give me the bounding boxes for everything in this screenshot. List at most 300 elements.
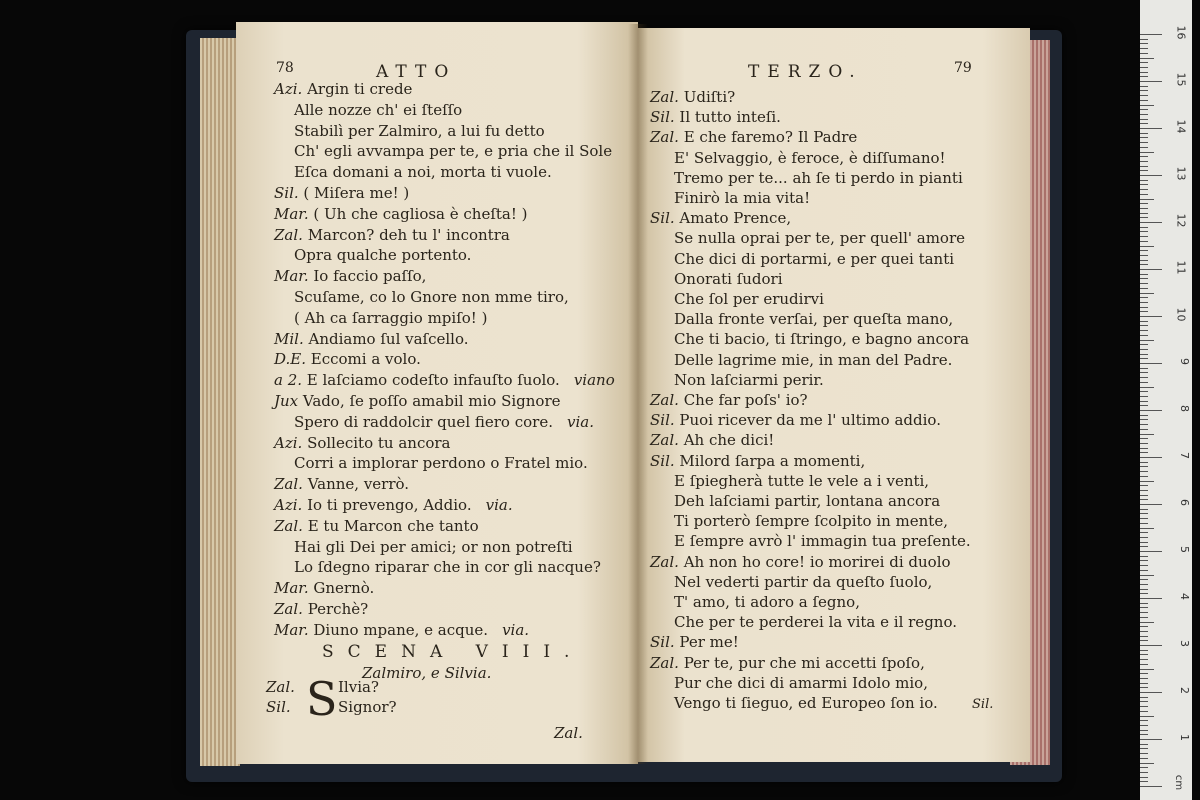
- ruler-tick: [1140, 184, 1148, 185]
- ruler-tick: [1140, 368, 1148, 369]
- ruler-tick: [1140, 311, 1148, 312]
- ruler-tick: [1140, 227, 1148, 228]
- text-line: [674, 492, 940, 510]
- text-line: [674, 290, 824, 308]
- text-line: [274, 226, 510, 244]
- ruler-label: 16: [1174, 25, 1188, 40]
- text-line: [274, 621, 529, 639]
- verse-text: Argin ti crede: [307, 80, 413, 98]
- speaker-label: Sil.: [650, 108, 680, 127]
- ruler-tick: [1140, 631, 1148, 632]
- ruler-tick: [1140, 194, 1148, 195]
- ruler-tick: [1140, 513, 1148, 514]
- ruler-tick: [1140, 203, 1148, 204]
- ruler-tick: [1140, 170, 1148, 171]
- ruler-tick: [1140, 344, 1148, 345]
- running-head: TERZO.: [748, 62, 863, 82]
- text-line: [294, 413, 594, 431]
- text-line: [294, 538, 573, 556]
- ruler-tick: [1140, 664, 1148, 665]
- ruler-unit: cm: [1172, 774, 1184, 791]
- text-line: [294, 309, 487, 327]
- verse-text: Che ſol per erudirvi: [674, 290, 824, 308]
- text-line: [674, 250, 954, 268]
- ruler-label: 3: [1178, 640, 1191, 647]
- ruler-tick: [1140, 72, 1148, 73]
- text-line: [674, 270, 783, 288]
- ruler-tick: [1140, 607, 1148, 608]
- text-line: [674, 229, 965, 247]
- ruler-tick: [1140, 391, 1148, 392]
- verse-text: Eſca domani a noi, morta ti vuole.: [294, 163, 552, 182]
- ruler-tick: [1140, 401, 1148, 402]
- ruler-tick: [1140, 659, 1148, 660]
- ruler-tick: [1140, 90, 1148, 91]
- text-line: [274, 600, 368, 618]
- ruler-tick: [1140, 626, 1148, 627]
- ruler-tick: [1140, 645, 1162, 646]
- ruler-label: 10: [1174, 307, 1188, 322]
- ruler-tick: [1140, 199, 1154, 200]
- ruler-tick: [1140, 133, 1148, 134]
- ruler-tick: [1140, 457, 1162, 458]
- ruler-tick: [1140, 419, 1148, 420]
- verse-text: Ch' egli avvampa per te, e pria che il Sole: [294, 142, 613, 161]
- ruler-tick: [1140, 542, 1148, 543]
- speaker-label: Zal.: [650, 128, 684, 147]
- catchword: Zal.: [554, 724, 583, 742]
- gutter-shadow: [628, 24, 648, 764]
- text-line: [294, 454, 588, 472]
- verse-text: Spero di raddolcir quel fiero core.: [294, 412, 553, 431]
- text-line: [650, 431, 774, 449]
- ruler-label: 4: [1178, 593, 1191, 600]
- ruler-tick: [1140, 307, 1148, 308]
- ruler-tick: [1140, 509, 1148, 510]
- speaker-label: Mar.: [274, 267, 314, 286]
- text-line: [674, 674, 928, 692]
- stage-direction: via.: [566, 412, 594, 431]
- ruler-tick: [1140, 532, 1148, 533]
- text-line: [674, 613, 957, 631]
- text-line: [294, 288, 569, 306]
- verse-text: Io faccio paſſo,: [313, 267, 427, 286]
- speaker-label: Mil.: [274, 329, 309, 348]
- ruler-label: 13: [1174, 166, 1188, 181]
- text-line: [274, 350, 421, 368]
- speaker-label: Mar.: [274, 579, 314, 598]
- verse-text: Eccomi a volo.: [310, 350, 421, 369]
- verse-text: Non laſciarmi perir.: [674, 370, 824, 389]
- ruler-tick: [1140, 636, 1148, 637]
- ruler-tick: [1140, 683, 1148, 684]
- ruler-tick: [1140, 730, 1148, 731]
- ruler-tick: [1140, 166, 1148, 167]
- ruler-tick: [1140, 725, 1148, 726]
- ruler-tick: [1140, 109, 1148, 110]
- measuring-ruler: [1140, 0, 1192, 800]
- ruler-tick: [1140, 734, 1148, 735]
- ruler-tick: [1140, 786, 1162, 787]
- ruler-tick: [1140, 504, 1162, 505]
- text-line: [650, 391, 808, 409]
- ruler-tick: [1140, 556, 1148, 557]
- ruler-tick: [1140, 137, 1148, 138]
- ruler-tick: [1140, 358, 1148, 359]
- ruler-tick: [1140, 260, 1148, 261]
- ruler-tick: [1140, 518, 1148, 519]
- ruler-tick: [1140, 692, 1162, 693]
- ruler-tick: [1140, 354, 1148, 355]
- speaker-label: Mar.: [274, 620, 314, 639]
- ruler-tick: [1140, 701, 1148, 702]
- ruler-tick: [1140, 236, 1148, 237]
- ruler-tick: [1140, 537, 1148, 538]
- speaker-label: Sil.: [274, 184, 304, 202]
- text-line: [650, 209, 791, 227]
- text-line: [674, 189, 810, 207]
- ruler-tick: [1140, 575, 1154, 576]
- ruler-tick: [1140, 650, 1148, 651]
- text-line: [674, 472, 929, 490]
- stage-direction: via.: [485, 496, 513, 514]
- ruler-tick: [1140, 570, 1148, 571]
- ruler-tick: [1140, 589, 1148, 590]
- page-number: 79: [954, 60, 972, 76]
- ruler-tick: [1140, 612, 1148, 613]
- verse-text: E che faremo? Il Padre: [683, 128, 858, 147]
- ruler-tick: [1140, 208, 1148, 209]
- verse-text: E tu Marcon che tanto: [307, 516, 479, 535]
- text-line: [674, 694, 938, 712]
- verse-text: ( Uh che cagliosa è cheſta! ): [313, 204, 528, 223]
- ruler-label: 8: [1178, 405, 1191, 412]
- ruler-tick: [1140, 748, 1148, 749]
- text-line: [674, 310, 953, 328]
- verse-text: Amato Prence,: [679, 209, 792, 228]
- ruler-tick: [1140, 231, 1148, 232]
- ruler-tick: [1140, 377, 1148, 378]
- ruler-tick: [1140, 739, 1162, 740]
- ruler-tick: [1140, 264, 1148, 265]
- catchword: Sil.: [972, 697, 994, 712]
- ruler-tick: [1140, 584, 1148, 585]
- verse-text: Vengo ti ſieguo, ed Europeo ſon io.: [674, 694, 938, 712]
- ruler-tick: [1140, 772, 1148, 773]
- speaker-label: Azi.: [274, 433, 308, 452]
- verse-text: ( Ah ca ſarraggio mpiſo! ): [294, 308, 488, 327]
- scene-heading: SCENA VIII.: [322, 642, 584, 662]
- verse-text: Delle lagrime mie, in man del Padre.: [674, 350, 953, 369]
- verse-text: E ſempre avrò l' immagin tua preſente.: [674, 532, 971, 551]
- verse-text: Perchè?: [307, 600, 369, 618]
- ruler-label: 12: [1174, 213, 1188, 228]
- ruler-tick: [1140, 697, 1148, 698]
- verse-text: Il tutto inteſi.: [679, 108, 781, 127]
- scene-characters: Zalmiro, e Silvia.: [362, 664, 492, 682]
- text-line: [674, 351, 952, 369]
- ruler-tick: [1140, 490, 1148, 491]
- text-line: [274, 205, 528, 223]
- speaker-label: Zal.: [650, 431, 684, 450]
- verse-text: Che per te perderei la vita e il regno.: [674, 613, 957, 632]
- ruler-tick: [1140, 617, 1148, 618]
- verse-text: Corri a implorar perdono o Fratel mio.: [294, 454, 588, 473]
- ruler-tick: [1140, 67, 1148, 68]
- ruler-tick: [1140, 288, 1148, 289]
- ruler-tick: [1140, 255, 1148, 256]
- ruler-tick: [1140, 293, 1154, 294]
- text-line: [294, 122, 545, 140]
- ruler-tick: [1140, 43, 1148, 44]
- speaker-label: Zal.: [274, 225, 308, 244]
- ruler-tick: [1140, 335, 1148, 336]
- ruler-tick: [1140, 767, 1148, 768]
- ruler-tick: [1140, 523, 1148, 524]
- ruler-tick: [1140, 316, 1162, 317]
- text-line: [294, 163, 552, 181]
- ruler-tick: [1140, 119, 1148, 120]
- verse-text: Hai gli Dei per amici; or non potreſti: [294, 537, 573, 556]
- text-line: [674, 573, 932, 591]
- speaker-label: Zal.: [650, 88, 684, 106]
- ruler-tick: [1140, 86, 1148, 87]
- ruler-tick: [1140, 95, 1148, 96]
- ruler-label: 11: [1174, 260, 1188, 275]
- verse-text: Sollecito tu ancora: [307, 433, 451, 452]
- ruler-tick: [1140, 405, 1148, 406]
- ruler-label: 14: [1174, 119, 1188, 134]
- text-line: [674, 532, 971, 550]
- verse-text: Vanne, verrò.: [307, 475, 410, 494]
- text-line: [674, 371, 824, 389]
- ruler-tick: [1140, 123, 1148, 124]
- verse-text: ( Miſera me! ): [303, 184, 410, 202]
- text-line: [294, 101, 462, 119]
- speaker-label: Zal.: [650, 552, 684, 571]
- text-line: [274, 517, 479, 535]
- ruler-tick: [1140, 706, 1148, 707]
- ruler-tick: [1140, 48, 1148, 49]
- text-line: [274, 434, 451, 452]
- verse-text: Milord ſarpa a momenti,: [679, 451, 866, 470]
- ruler-tick: [1140, 39, 1148, 40]
- verse-text: Io ti prevengo, Addio.: [307, 496, 472, 514]
- ruler-tick: [1140, 58, 1154, 59]
- verse-text: Nel vederti partir da queſto ſuolo,: [674, 572, 933, 591]
- ruler-tick: [1140, 387, 1154, 388]
- verse-text: Puoi ricever da me l' ultimo addio.: [679, 411, 941, 430]
- text-line: [274, 267, 426, 285]
- speaker-label: D.E.: [274, 350, 311, 369]
- text-line: [650, 633, 739, 651]
- ruler-tick: [1140, 481, 1154, 482]
- verse-text: Scuſame, co lo Gnore non mme tiro,: [294, 288, 569, 306]
- ruler-tick: [1140, 781, 1148, 782]
- text-line: [650, 88, 735, 106]
- ruler-tick: [1140, 673, 1148, 674]
- ruler-tick: [1140, 777, 1148, 778]
- ruler-tick: [1140, 53, 1148, 54]
- verse-text: Per te, pur che mi accetti ſpoſo,: [683, 653, 925, 672]
- speaker-label: Sil.: [650, 209, 680, 228]
- stage-direction: viano: [573, 371, 615, 390]
- verse-text: Pur che dici di amarmi Idolo mio,: [674, 673, 928, 692]
- ruler-tick: [1140, 180, 1148, 181]
- ruler-tick: [1140, 546, 1148, 547]
- ruler-tick: [1140, 551, 1162, 552]
- verse-text: Udiſti?: [683, 88, 736, 106]
- ruler-tick: [1140, 744, 1148, 745]
- ruler-tick: [1140, 269, 1162, 270]
- speaker-label: Zal.: [274, 475, 308, 494]
- verse-text: Signor?: [338, 698, 397, 716]
- page-number: 78: [276, 60, 294, 76]
- ruler-tick: [1140, 382, 1148, 383]
- ruler-tick: [1140, 100, 1148, 101]
- ruler-tick: [1140, 349, 1148, 350]
- speaker-label: Zal.: [274, 600, 308, 618]
- text-line: [674, 169, 963, 187]
- text-line: [266, 678, 379, 696]
- ruler-tick: [1140, 410, 1162, 411]
- verse-text: E laſciamo codeſto infauſto ſuolo.: [306, 371, 560, 390]
- ruler-tick: [1140, 278, 1148, 279]
- verse-text: E' Selvaggio, è feroce, è diſſumano!: [674, 148, 946, 167]
- ruler-tick: [1140, 687, 1148, 688]
- ruler-tick: [1140, 438, 1148, 439]
- ruler-label: 5: [1178, 546, 1191, 553]
- text-line: [274, 80, 412, 98]
- ruler-tick: [1140, 213, 1148, 214]
- text-line: [650, 128, 857, 146]
- text-line: [650, 411, 941, 429]
- text-line: [294, 246, 471, 264]
- ruler-tick: [1140, 452, 1148, 453]
- ruler-tick: [1140, 302, 1148, 303]
- drop-cap: S: [306, 672, 338, 726]
- ruler-tick: [1140, 753, 1148, 754]
- verse-text: Vado, ſe poſſo amabil mio Signore: [302, 392, 561, 410]
- speaker-label: Zal.: [650, 391, 684, 409]
- ruler-tick: [1140, 76, 1148, 77]
- running-head: ATTO: [376, 62, 457, 82]
- text-line: [274, 475, 409, 493]
- ruler-tick: [1140, 579, 1148, 580]
- ruler-tick: [1140, 434, 1154, 435]
- ruler-tick: [1140, 372, 1148, 373]
- ruler-label: 6: [1178, 499, 1191, 506]
- ruler-tick: [1140, 495, 1148, 496]
- text-line: [650, 553, 951, 571]
- ruler-tick: [1140, 330, 1148, 331]
- verse-text: Marcon? deh tu l' incontra: [307, 225, 510, 244]
- verse-text: Ah che dici!: [683, 431, 775, 450]
- ruler-tick: [1140, 415, 1148, 416]
- ruler-tick: [1140, 321, 1148, 322]
- text-line: [674, 330, 969, 348]
- speaker-label: Zal.: [274, 516, 308, 535]
- ruler-tick: [1140, 142, 1148, 143]
- ruler-tick: [1140, 429, 1148, 430]
- ruler-tick: [1140, 598, 1162, 599]
- ruler-tick: [1140, 622, 1154, 623]
- verse-text: Che far poſs' io?: [683, 391, 808, 409]
- ruler-tick: [1140, 128, 1162, 129]
- ruler-label: 1: [1178, 734, 1191, 741]
- speaker-label: a 2.: [274, 371, 307, 390]
- verse-text: Ah non ho core! io morirei di duolo: [683, 552, 951, 571]
- ruler-tick: [1140, 156, 1148, 157]
- verse-text: Andiamo ſul vaſcello.: [308, 329, 469, 348]
- ruler-tick: [1140, 448, 1148, 449]
- verse-text: Dalla fronte verſai, per queſta mano,: [674, 310, 954, 329]
- ruler-tick: [1140, 62, 1148, 63]
- left-page: [236, 22, 638, 764]
- speaker-label: Mar.: [274, 204, 314, 223]
- right-page: [638, 28, 1030, 762]
- ruler-tick: [1140, 189, 1148, 190]
- verse-text: Deh laſciami partir, lontana ancora: [674, 492, 941, 510]
- ruler-label: 2: [1178, 687, 1191, 694]
- text-line: [274, 330, 469, 348]
- ruler-tick: [1140, 363, 1162, 364]
- text-line: [294, 558, 601, 576]
- ruler-tick: [1140, 250, 1148, 251]
- verse-text: Che ti bacio, ti ſtringo, e bagno ancora: [674, 330, 970, 349]
- ruler-tick: [1140, 593, 1148, 594]
- ruler-tick: [1140, 720, 1148, 721]
- speaker-label: Sil.: [650, 633, 680, 652]
- verse-text: Che dici di portarmi, e per quei tanti: [674, 249, 955, 268]
- text-line: [274, 392, 561, 410]
- ruler-tick: [1140, 654, 1148, 655]
- text-line: [274, 371, 615, 389]
- ruler-tick: [1140, 217, 1148, 218]
- ruler-tick: [1140, 499, 1148, 500]
- ruler-tick: [1140, 274, 1148, 275]
- ruler-tick: [1140, 758, 1148, 759]
- text-line: [650, 654, 925, 672]
- ruler-tick: [1140, 396, 1148, 397]
- verse-text: Diuno mpane, e acque.: [313, 620, 489, 639]
- ruler-tick: [1140, 528, 1154, 529]
- ruler-tick: [1140, 340, 1154, 341]
- stage-direction: via.: [502, 620, 530, 639]
- ruler-tick: [1140, 640, 1148, 641]
- speaker-label: Azi.: [274, 80, 308, 98]
- verse-text: Per me!: [679, 633, 739, 652]
- text-line: [674, 149, 946, 167]
- ruler-tick: [1140, 152, 1154, 153]
- ruler-tick: [1140, 283, 1148, 284]
- verse-text: E ſpiegherà tutte le vele a i venti,: [674, 471, 930, 490]
- verse-text: Alle nozze ch' ei ſteſſo: [294, 100, 463, 119]
- ruler-tick: [1140, 678, 1148, 679]
- speaker-label: Sil.: [650, 451, 680, 470]
- ruler-tick: [1140, 471, 1148, 472]
- ruler-tick: [1140, 466, 1148, 467]
- ruler-tick: [1140, 161, 1148, 162]
- ruler-tick: [1140, 485, 1148, 486]
- speaker-label: Zal.: [266, 678, 295, 696]
- ruler-tick: [1140, 297, 1148, 298]
- ruler-tick: [1140, 105, 1154, 106]
- ruler-tick: [1140, 114, 1148, 115]
- text-line: [674, 593, 860, 611]
- ruler-tick: [1140, 476, 1148, 477]
- ruler-tick: [1140, 147, 1148, 148]
